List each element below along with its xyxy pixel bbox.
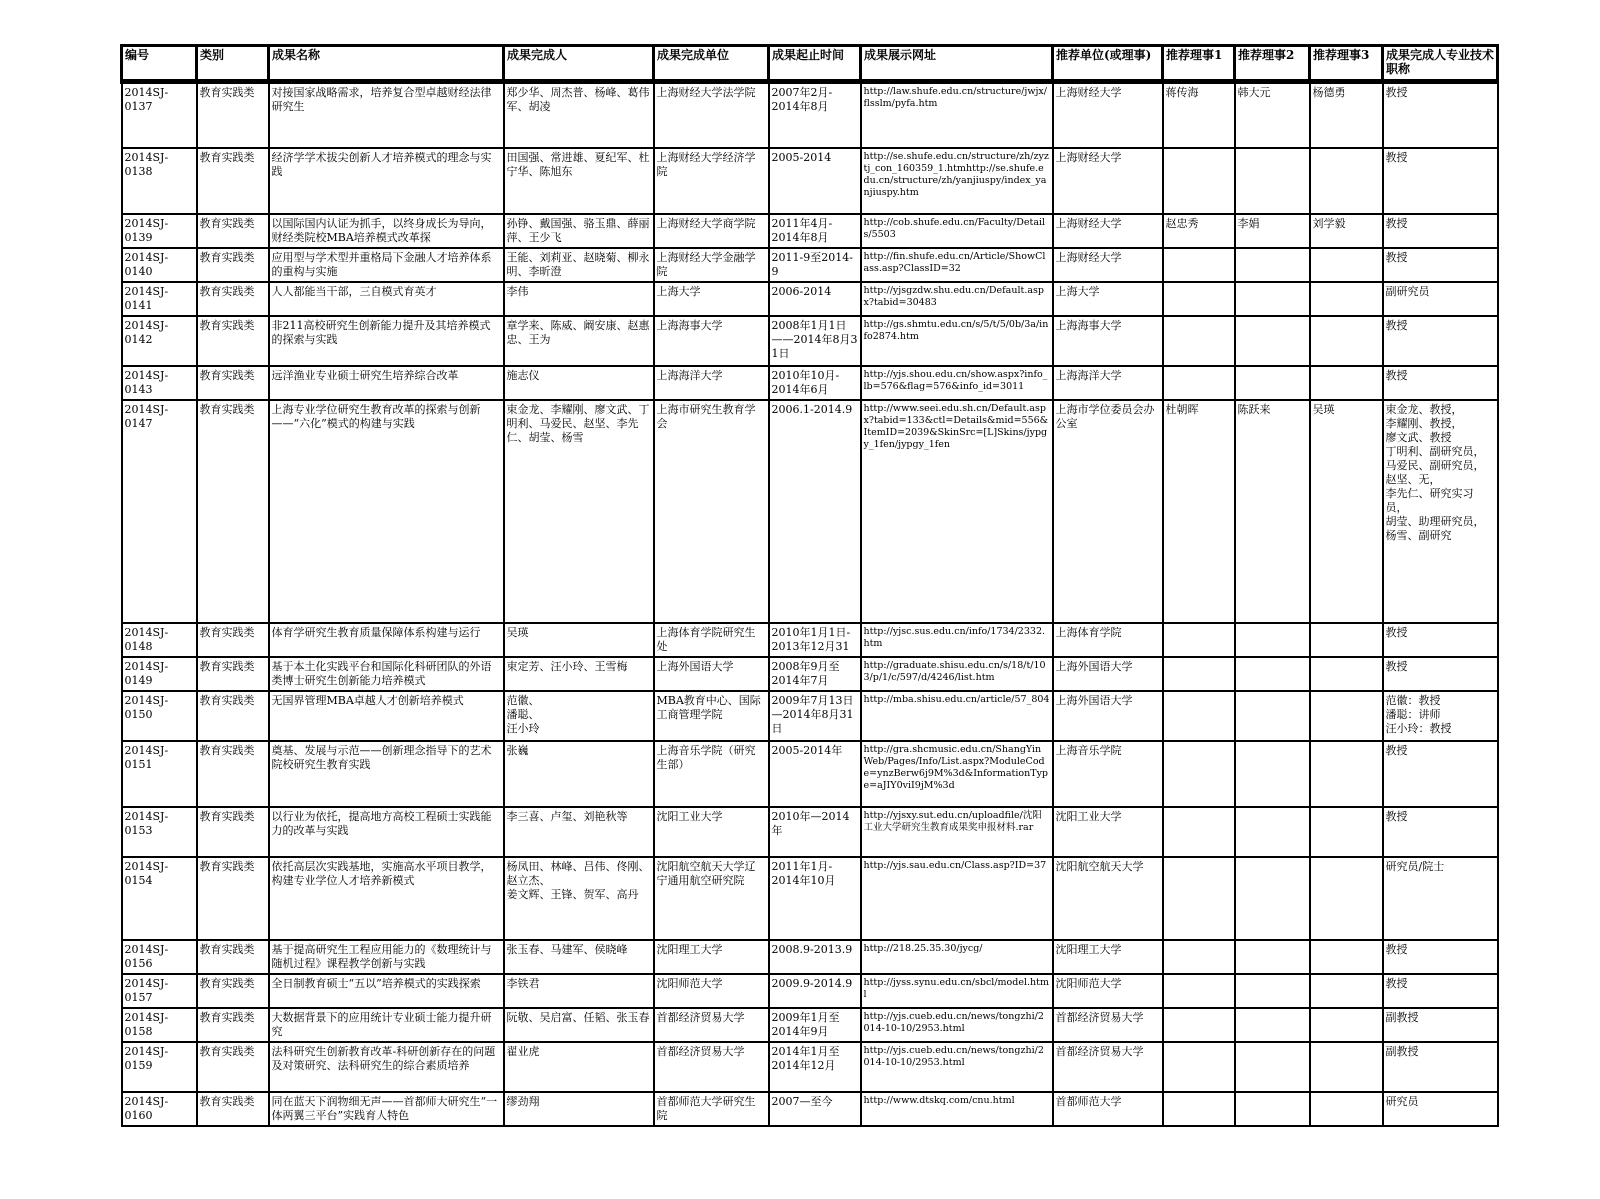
header-row: [122, 46, 1498, 82]
cell-recommender: 上海音乐学院: [1053, 741, 1163, 807]
cell-unit: 上海市研究生教育学会: [654, 400, 769, 623]
cell-unit: 首都经济贸易大学: [654, 1008, 769, 1042]
cell-recommender: 沈阳理工大学: [1053, 940, 1163, 974]
cell-period: 2008.9-2013.9: [769, 940, 861, 974]
cell-unit: MBA教育中心、国际工商管理学院: [654, 691, 769, 741]
cell-recommender: 上海财经大学: [1053, 214, 1163, 248]
cell-title: 教授: [1383, 316, 1498, 366]
cell-director3: 杨德勇: [1310, 82, 1383, 148]
cell-director1: 赵忠秀: [1163, 214, 1235, 248]
cell-director2: [1235, 1042, 1310, 1092]
cell-director2: [1235, 807, 1310, 857]
cell-director3: [1310, 1092, 1383, 1126]
cell-director1: [1163, 282, 1235, 316]
cell-id: 2014SJ- 0151: [122, 741, 197, 807]
cell-url: http://gra.shcmusic.edu.cn/ShangYinWeb/Pages/Info/List.aspx?ModuleCode=ynzBerw6j9M%3d&InformationType=aJIY0viI9jM%3d: [861, 741, 1053, 807]
col-header-category: 类别: [197, 46, 269, 82]
cell-title: 副研究员: [1383, 282, 1498, 316]
cell-director2: [1235, 741, 1310, 807]
cell-category: 教育实践类: [197, 366, 269, 400]
cell-unit: 上海大学: [654, 282, 769, 316]
cell-title: 教授: [1383, 807, 1498, 857]
cell-unit: 上海财经大学商学院: [654, 214, 769, 248]
cell-category: 教育实践类: [197, 623, 269, 657]
cell-url: http://cob.shufe.edu.cn/Faculty/Details/5503: [861, 214, 1053, 248]
cell-unit: 上海海洋大学: [654, 366, 769, 400]
cell-title: 教授: [1383, 248, 1498, 282]
cell-recommender: 上海市学位委员会办公室: [1053, 400, 1163, 623]
cell-director1: [1163, 1008, 1235, 1042]
cell-title: 束金龙、教授， 李耀刚、教授， 廖文武、教授 丁明利、副研究员， 马爱民、副研究员， 赵坚、无， 李先仁、研究实习员， 胡莹、助理研究员， 杨雪、副研究: [1383, 400, 1498, 623]
cell-recommender: 上海财经大学: [1053, 248, 1163, 282]
cell-director2: [1235, 148, 1310, 214]
col-header-unit: 成果完成单位: [654, 46, 769, 82]
cell-name: 基于本土化实践平台和国际化科研团队的外语类博士研究生创新能力培养模式: [269, 657, 504, 691]
cell-unit: 首都师范大学研究生院: [654, 1092, 769, 1126]
cell-people: 李铁君: [504, 974, 654, 1008]
col-header-people: 成果完成人: [504, 46, 654, 82]
col-header-name: 成果名称: [269, 46, 504, 82]
cell-people: 翟业虎: [504, 1042, 654, 1092]
table-row: [122, 82, 1498, 148]
cell-category: 教育实践类: [197, 82, 269, 148]
cell-category: 教育实践类: [197, 741, 269, 807]
cell-category: 教育实践类: [197, 974, 269, 1008]
cell-unit: 沈阳航空航天大学辽宁通用航空研究院: [654, 857, 769, 940]
cell-name: 非211高校研究生创新能力提升及其培养模式的探索与实践: [269, 316, 504, 366]
cell-director2: [1235, 1092, 1310, 1126]
table-row: [122, 741, 1498, 807]
col-header-period: 成果起止时间: [769, 46, 861, 82]
cell-director1: [1163, 623, 1235, 657]
cell-director1: 蒋传海: [1163, 82, 1235, 148]
cell-id: 2014SJ- 0154: [122, 857, 197, 940]
cell-director1: [1163, 974, 1235, 1008]
cell-director3: [1310, 974, 1383, 1008]
cell-people: 王能、刘莉亚、赵晓菊、柳永明、李昕澄: [504, 248, 654, 282]
cell-name: 经济学学术拔尖创新人才培养模式的理念与实践: [269, 148, 504, 214]
cell-url: http://www.seei.edu.sh.cn/Default.aspx?tabid=133&ctl=Details&mid=556&ItemID=2039&SkinSrc=[L]Skins/jypgy_1fen/jypgy_1fen: [861, 400, 1053, 623]
cell-name: 奠基、发展与示范——创新理念指导下的艺术院校研究生教育实践: [269, 741, 504, 807]
cell-url: http://jyss.synu.edu.cn/sbcl/model.html: [861, 974, 1053, 1008]
cell-unit: 首都经济贸易大学: [654, 1042, 769, 1092]
cell-category: 教育实践类: [197, 857, 269, 940]
cell-people: 施志仪: [504, 366, 654, 400]
cell-director1: [1163, 807, 1235, 857]
cell-director3: [1310, 248, 1383, 282]
cell-unit: 上海外国语大学: [654, 657, 769, 691]
cell-title: 教授: [1383, 657, 1498, 691]
cell-title: 副教授: [1383, 1008, 1498, 1042]
cell-url: http://law.shufe.edu.cn/structure/jwjx/flsslm/pyfa.htm: [861, 82, 1053, 148]
cell-title: 教授: [1383, 82, 1498, 148]
cell-period: 2006-2014: [769, 282, 861, 316]
cell-director3: [1310, 316, 1383, 366]
cell-people: 束金龙、李耀刚、廖文武、丁明利、马爱民、赵坚、李先仁、胡莹、杨雪: [504, 400, 654, 623]
cell-period: 2010年—2014年: [769, 807, 861, 857]
col-header-director2: 推荐理事2: [1235, 46, 1310, 82]
cell-url: http://yjsxy.sut.edu.cn/uploadfile/沈阳工业大学研究生教育成果奖申报材料.rar: [861, 807, 1053, 857]
achievements-table: [120, 44, 1499, 1127]
cell-people: 田国强、常进雄、夏纪军、杜宁华、陈旭东: [504, 148, 654, 214]
cell-id: 2014SJ- 0140: [122, 248, 197, 282]
cell-recommender: 上海海洋大学: [1053, 366, 1163, 400]
cell-name: 远洋渔业专业硕士研究生培养综合改革: [269, 366, 504, 400]
cell-director3: [1310, 366, 1383, 400]
cell-id: 2014SJ- 0138: [122, 148, 197, 214]
cell-director2: [1235, 282, 1310, 316]
spreadsheet: [120, 44, 1496, 1127]
cell-category: 教育实践类: [197, 1092, 269, 1126]
cell-category: 教育实践类: [197, 1042, 269, 1092]
col-header-recommender: 推荐单位(或理事): [1053, 46, 1163, 82]
cell-unit: 上海海事大学: [654, 316, 769, 366]
cell-id: 2014SJ- 0160: [122, 1092, 197, 1126]
cell-director1: [1163, 741, 1235, 807]
cell-name: 以国际国内认证为抓手，以终身成长为导向，财经类院校MBA培养模式改革探: [269, 214, 504, 248]
cell-url: http://yjsc.sus.edu.cn/info/1734/2332.htm: [861, 623, 1053, 657]
cell-name: 无国界管理MBA卓越人才创新培养模式: [269, 691, 504, 741]
cell-id: 2014SJ- 0137: [122, 82, 197, 148]
table-row: [122, 974, 1498, 1008]
cell-people: 李伟: [504, 282, 654, 316]
col-header-director3: 推荐理事3: [1310, 46, 1383, 82]
cell-director1: [1163, 1092, 1235, 1126]
cell-people: 杨凤田、林峰、吕伟、佟刚、赵立杰、 姜文辉、王锋、贺军、高丹: [504, 857, 654, 940]
cell-director1: [1163, 248, 1235, 282]
cell-id: 2014SJ- 0143: [122, 366, 197, 400]
cell-title: 教授: [1383, 741, 1498, 807]
cell-period: 2011-9至2014-9: [769, 248, 861, 282]
cell-director3: [1310, 148, 1383, 214]
cell-id: 2014SJ- 0139: [122, 214, 197, 248]
cell-director3: [1310, 741, 1383, 807]
cell-director2: 陈跃来: [1235, 400, 1310, 623]
cell-director2: [1235, 316, 1310, 366]
cell-people: 吴瑛: [504, 623, 654, 657]
cell-name: 对接国家战略需求，培养复合型卓越财经法律 研究生: [269, 82, 504, 148]
cell-period: 2014年1月至 2014年12月: [769, 1042, 861, 1092]
col-header-id: 编号: [122, 46, 197, 82]
cell-id: 2014SJ- 0148: [122, 623, 197, 657]
cell-recommender: 上海外国语大学: [1053, 691, 1163, 741]
cell-recommender: 首都经济贸易大学: [1053, 1008, 1163, 1042]
cell-people: 阮敬、吴启富、任韬、张玉春: [504, 1008, 654, 1042]
cell-unit: 沈阳工业大学: [654, 807, 769, 857]
cell-recommender: 首都经济贸易大学: [1053, 1042, 1163, 1092]
table-body: [122, 82, 1498, 1126]
cell-url: http://218.25.35.30/jycg/: [861, 940, 1053, 974]
cell-period: 2007年2月- 2014年8月: [769, 82, 861, 148]
cell-id: 2014SJ- 0150: [122, 691, 197, 741]
cell-director1: [1163, 366, 1235, 400]
col-header-url: 成果展示网址: [861, 46, 1053, 82]
cell-unit: 沈阳理工大学: [654, 940, 769, 974]
cell-director3: [1310, 623, 1383, 657]
cell-id: 2014SJ- 0158: [122, 1008, 197, 1042]
cell-recommender: 上海外国语大学: [1053, 657, 1163, 691]
cell-recommender: 沈阳师范大学: [1053, 974, 1163, 1008]
cell-url: http://mba.shisu.edu.cn/article/57_804: [861, 691, 1053, 741]
cell-name: 人人都能当干部，三自模式育英才: [269, 282, 504, 316]
cell-director1: [1163, 940, 1235, 974]
cell-id: 2014SJ- 0157: [122, 974, 197, 1008]
cell-category: 教育实践类: [197, 148, 269, 214]
cell-category: 教育实践类: [197, 940, 269, 974]
cell-director2: [1235, 248, 1310, 282]
cell-title: 教授: [1383, 148, 1498, 214]
cell-id: 2014SJ- 0141: [122, 282, 197, 316]
table-row: [122, 400, 1498, 623]
cell-name: 上海专业学位研究生教育改革的探索与创新——“六化”模式的构建与实践: [269, 400, 504, 623]
cell-director3: [1310, 940, 1383, 974]
cell-period: 2008年1月1日 ——2014年8月31日: [769, 316, 861, 366]
cell-director1: [1163, 691, 1235, 741]
cell-name: 全日制教育硕士“五以”培养模式的实践探索: [269, 974, 504, 1008]
cell-recommender: 沈阳航空航天大学: [1053, 857, 1163, 940]
table-row: [122, 857, 1498, 940]
cell-director2: [1235, 974, 1310, 1008]
cell-people: 束定芳、汪小玲、王雪梅: [504, 657, 654, 691]
table-row: [122, 940, 1498, 974]
table-row: [122, 1092, 1498, 1126]
cell-period: 2009年1月至 2014年9月: [769, 1008, 861, 1042]
cell-people: 郑少华、周杰普、杨峰、葛伟军、胡凌: [504, 82, 654, 148]
cell-people: 孙铮、戴国强、骆玉鼎、薛丽萍、王少飞: [504, 214, 654, 248]
cell-unit: 上海财经大学法学院: [654, 82, 769, 148]
cell-category: 教育实践类: [197, 282, 269, 316]
cell-director2: 李娟: [1235, 214, 1310, 248]
cell-director1: [1163, 1042, 1235, 1092]
cell-people: 范徽、 潘聪、 汪小玲: [504, 691, 654, 741]
cell-url: http://yjs.sau.edu.cn/Class.asp?ID=37: [861, 857, 1053, 940]
cell-people: 张玉春、马建军、侯晓峰: [504, 940, 654, 974]
table-row: [122, 366, 1498, 400]
cell-recommender: 上海财经大学: [1053, 148, 1163, 214]
table-row: [122, 1008, 1498, 1042]
cell-recommender: 沈阳工业大学: [1053, 807, 1163, 857]
table-row: [122, 282, 1498, 316]
cell-id: 2014SJ- 0156: [122, 940, 197, 974]
cell-recommender: 上海海事大学: [1053, 316, 1163, 366]
cell-director3: [1310, 691, 1383, 741]
col-header-director1: 推荐理事1: [1163, 46, 1235, 82]
cell-period: 2010年1月1日- 2013年12月31: [769, 623, 861, 657]
cell-name: 基于提高研究生工程应用能力的《数理统计与随机过程》课程教学创新与实践: [269, 940, 504, 974]
table-row: [122, 148, 1498, 214]
cell-period: 2011年1月- 2014年10月: [769, 857, 861, 940]
cell-title: 教授: [1383, 940, 1498, 974]
cell-director1: 杜朝晖: [1163, 400, 1235, 623]
cell-category: 教育实践类: [197, 214, 269, 248]
cell-title: 教授: [1383, 366, 1498, 400]
cell-director1: [1163, 148, 1235, 214]
cell-director1: [1163, 316, 1235, 366]
cell-id: 2014SJ- 0159: [122, 1042, 197, 1092]
cell-title: 教授: [1383, 214, 1498, 248]
cell-unit: 上海音乐学院（研究生部）: [654, 741, 769, 807]
cell-unit: 沈阳师范大学: [654, 974, 769, 1008]
cell-name: 体育学研究生教育质量保障体系构建与运行: [269, 623, 504, 657]
cell-unit: 上海体育学院研究生处: [654, 623, 769, 657]
cell-people: 李三喜、卢玺、刘艳秋等: [504, 807, 654, 857]
cell-director2: [1235, 1008, 1310, 1042]
cell-name: 法科研究生创新教育改革-科研创新存在的问题及对策研究、法科研究生的综合素质培养: [269, 1042, 504, 1092]
cell-url: http://yjs.shou.edu.cn/show.aspx?info_lb=576&flag=576&info_id=3011: [861, 366, 1053, 400]
cell-director2: [1235, 366, 1310, 400]
cell-url: http://yjs.cueb.edu.cn/news/tongzhi/2014-10-10/2953.html: [861, 1008, 1053, 1042]
table-row: [122, 657, 1498, 691]
cell-title: 研究员: [1383, 1092, 1498, 1126]
cell-id: 2014SJ- 0149: [122, 657, 197, 691]
cell-recommender: 上海财经大学: [1053, 82, 1163, 148]
cell-category: 教育实践类: [197, 657, 269, 691]
cell-people: 章学来、陈威、阚安康、赵惠忠、王为: [504, 316, 654, 366]
table-row: [122, 214, 1498, 248]
cell-period: 2007—至今: [769, 1092, 861, 1126]
cell-title: 研究员/院士: [1383, 857, 1498, 940]
cell-director2: [1235, 657, 1310, 691]
cell-director3: [1310, 1042, 1383, 1092]
cell-recommender: 首都师范大学: [1053, 1092, 1163, 1126]
cell-director3: 吴瑛: [1310, 400, 1383, 623]
cell-director1: [1163, 857, 1235, 940]
cell-url: http://graduate.shisu.edu.cn/s/18/t/103/p/1/c/597/d/4246/list.htm: [861, 657, 1053, 691]
cell-director2: 韩大元: [1235, 82, 1310, 148]
cell-title: 教授: [1383, 974, 1498, 1008]
cell-period: 2008年9月至 2014年7月: [769, 657, 861, 691]
cell-recommender: 上海体育学院: [1053, 623, 1163, 657]
table-row: [122, 1042, 1498, 1092]
cell-url: http://yjs.cueb.edu.cn/news/tongzhi/2014-10-10/2953.html: [861, 1042, 1053, 1092]
cell-url: http://www.dtskq.com/cnu.html: [861, 1092, 1053, 1126]
cell-period: 2010年10月- 2014年6月: [769, 366, 861, 400]
cell-period: 2009年7月13日 —2014年8月31日: [769, 691, 861, 741]
cell-url: http://gs.shmtu.edu.cn/s/5/t/5/0b/3a/info2874.htm: [861, 316, 1053, 366]
table-row: [122, 807, 1498, 857]
cell-director2: [1235, 623, 1310, 657]
cell-title: 副教授: [1383, 1042, 1498, 1092]
cell-period: 2005-2014年: [769, 741, 861, 807]
cell-category: 教育实践类: [197, 807, 269, 857]
cell-id: 2014SJ- 0147: [122, 400, 197, 623]
cell-name: 应用型与学术型并重格局下金融人才培养体系的重构与实施: [269, 248, 504, 282]
cell-director3: [1310, 282, 1383, 316]
cell-id: 2014SJ- 0153: [122, 807, 197, 857]
cell-period: 2006.1-2014.9: [769, 400, 861, 623]
cell-director2: [1235, 857, 1310, 940]
cell-name: 以行业为依托，提高地方高校工程硕士实践能力的改革与实践: [269, 807, 504, 857]
cell-period: 2005-2014: [769, 148, 861, 214]
cell-director3: [1310, 807, 1383, 857]
cell-director3: [1310, 857, 1383, 940]
table-row: [122, 691, 1498, 741]
cell-people: 张巍: [504, 741, 654, 807]
cell-name: 同在蓝天下润物细无声——首都师大研究生“一体两翼三平台”实践育人特色: [269, 1092, 504, 1126]
table-row: [122, 623, 1498, 657]
cell-director2: [1235, 691, 1310, 741]
cell-category: 教育实践类: [197, 400, 269, 623]
cell-url: http://yjsgzdw.shu.edu.cn/Default.aspx?tabid=30483: [861, 282, 1053, 316]
cell-category: 教育实践类: [197, 691, 269, 741]
cell-url: http://fin.shufe.edu.cn/Article/ShowClass.asp?ClassID=32: [861, 248, 1053, 282]
cell-period: 2011年4月- 2014年8月: [769, 214, 861, 248]
cell-title: 范徽：教授 潘聪：讲师 汪小玲：教授: [1383, 691, 1498, 741]
col-header-title: 成果完成人专业技术职称: [1383, 46, 1498, 82]
table-row: [122, 316, 1498, 366]
cell-category: 教育实践类: [197, 316, 269, 366]
cell-director3: [1310, 1008, 1383, 1042]
cell-director3: 刘学毅: [1310, 214, 1383, 248]
cell-title: 教授: [1383, 623, 1498, 657]
cell-id: 2014SJ- 0142: [122, 316, 197, 366]
cell-category: 教育实践类: [197, 248, 269, 282]
cell-name: 依托高层次实践基地，实施高水平项目教学，构建专业学位人才培养新模式: [269, 857, 504, 940]
cell-director2: [1235, 940, 1310, 974]
cell-name: 大数据背景下的应用统计专业硕士能力提升研究: [269, 1008, 504, 1042]
cell-recommender: 上海大学: [1053, 282, 1163, 316]
cell-url: http://se.shufe.edu.cn/structure/zh/zyztj_con_160359_1.htmhttp://se.shufe.edu.cn/structure/zh/yanjiuspy/index_yanjiuspy.htm: [861, 148, 1053, 214]
cell-director1: [1163, 657, 1235, 691]
cell-director3: [1310, 657, 1383, 691]
cell-category: 教育实践类: [197, 1008, 269, 1042]
cell-people: 缪劲翔: [504, 1092, 654, 1126]
table-row: [122, 248, 1498, 282]
cell-unit: 上海财经大学金融学院: [654, 248, 769, 282]
cell-unit: 上海财经大学经济学院: [654, 148, 769, 214]
cell-period: 2009.9-2014.9: [769, 974, 861, 1008]
